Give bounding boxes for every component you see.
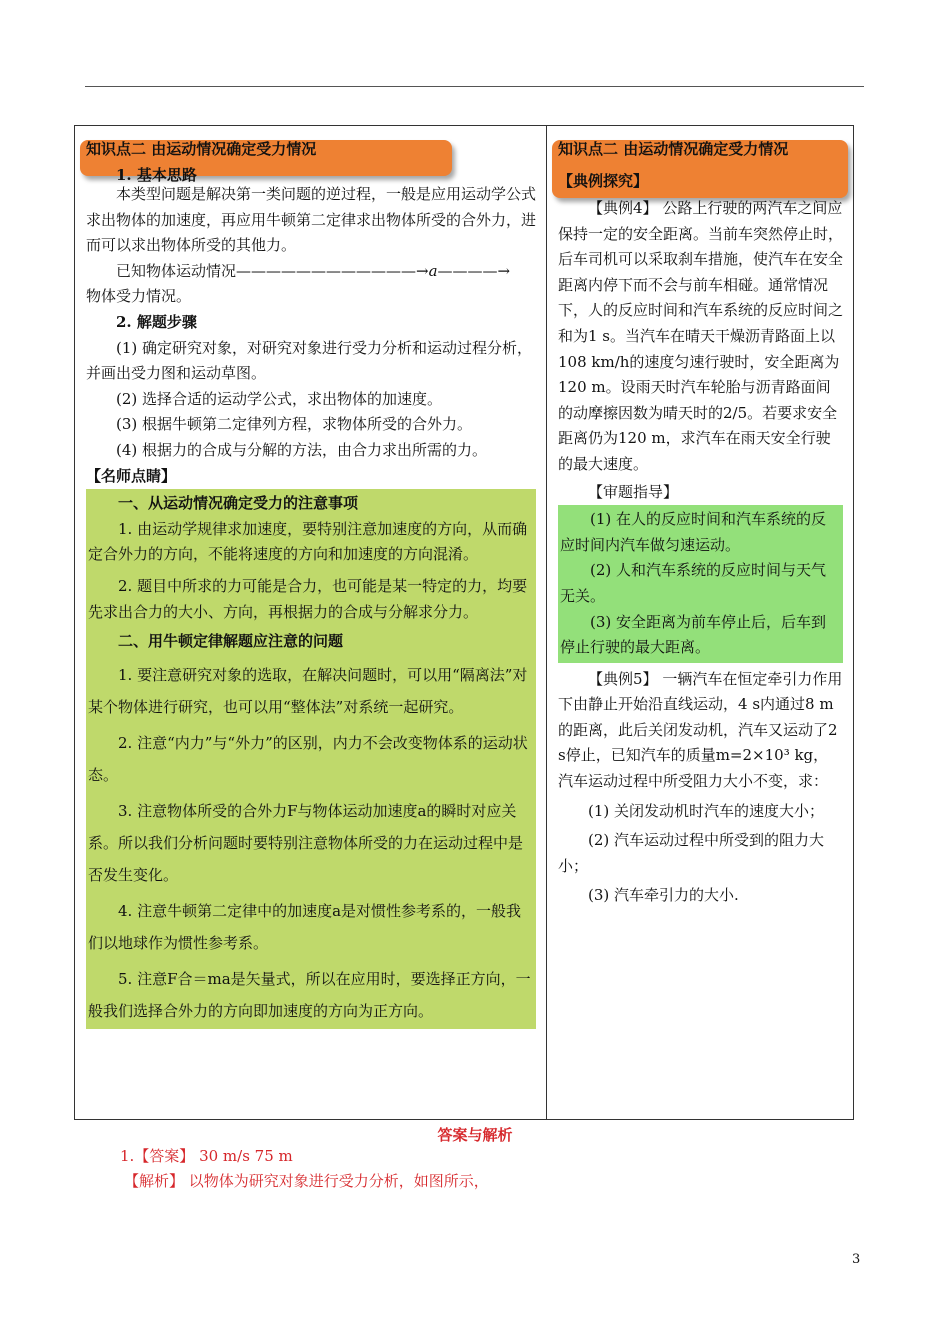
section-2-item: 1. 要注意研究对象的选取，在解决问题时，可以用“隔离法”对某个物体进行研究，也可以用“整体法”对系统一起研究。 <box>88 665 528 716</box>
guide-block <box>558 505 843 663</box>
answers-heading: 答案与解析 <box>437 1126 513 1144</box>
right-column <box>558 136 843 909</box>
guide-item: (1) 在人的反应时间和汽车系统的反应时间内汽车做匀速运动。 <box>560 510 827 554</box>
step-item: (4) 根据力的合成与分解的方法，由合力求出所需的力。 <box>116 440 488 459</box>
left-column <box>86 136 536 1029</box>
step-item: (1) 确定研究对象，对研究对象进行受力分析和运动过程分析，并画出受力图和运动草图。 <box>86 338 533 383</box>
example-5 <box>558 667 843 795</box>
section-2-item: 2. 注意“内力”与“外力”的区别，内力不会改变物体系的运动状态。 <box>88 733 528 784</box>
guide-item: (3) 安全距离为前车停止后，后车到停止行驶的最大距离。 <box>560 612 827 657</box>
example-5-item: (3) 汽车牵引力的大小. <box>588 886 739 905</box>
steps-heading: 2. 解题步骤 <box>116 312 197 331</box>
tips-block <box>86 489 536 1029</box>
column-divider <box>546 125 547 1120</box>
step-item: (3) 根据牛顿第二定律列方程，求物体所受的合外力。 <box>116 415 473 434</box>
section-1-item: 2. 题目中所求的力可能是合力，也可能是某一特定的力，均要先求出合力的大小、方向，再根据力的合成与分解求分力。 <box>88 576 528 621</box>
flow-line <box>86 259 536 285</box>
section-1-heading: 一、从运动情况确定受力的注意事项 <box>118 494 359 513</box>
flow-start: 已知物体运动情况 <box>116 261 237 280</box>
flow-end: 物体受力情况。 <box>86 287 192 306</box>
guide-heading: 【审题指导】 <box>588 482 679 501</box>
step-item: (2) 选择合适的运动学公式，求出物体的加速度。 <box>116 389 443 408</box>
example-5-text: 一辆汽车在恒定牵引力作用下由静止开始沿直线运动，4 s内通过8 m的距离，此后关闭发动机，汽车又运动了2 s停止，已知汽车的质量m=2×10³ kg，汽车运动过程中所受阻力大小不变，求： <box>558 669 843 791</box>
basic-idea-text: 本类型问题是解决第一类问题的逆过程，一般是应用运动学公式求出物体的加速度，再应用牛顿第二定律求出物体所受的合外力，进而可以求出物体所受的其他力。 <box>86 185 537 255</box>
section-2-heading: 二、用牛顿定律解题应注意的问题 <box>118 632 344 651</box>
section-2-item: 5. 注意F合＝ma是矢量式，所以在应用时，要选择正方向，一般我们选择合外力的方向即加速度的方向为正方向。 <box>88 969 531 1020</box>
section-2-item: 3. 注意物体所受的合外力F与物体运动加速度a的瞬时对应关系。所以我们分析问题时要特别注意物体所受的力在运动过程中是否发生变化。 <box>88 801 524 884</box>
flow-variable: a <box>428 261 438 280</box>
example-4-text: 公路上行驶的两汽车之间应保持一定的安全距离。当前车突然停止时，后车司机可以采取刹车措施，使汽车在安全距离内停下而不会与前车相碰。通常情况下，人的反应时间和汽车系统的反应时间之和为1 s。当汽车在晴天干燥沥青路面上以108 km/h的速度匀速行驶时，安全距离为120 m。设雨天时汽车轮胎与沥青路面间的动摩擦因数为晴天时的2/5。若要求安全距离仍为120 m，求汽车在雨天安全行驶的最大速度。 <box>558 199 844 473</box>
flow-arrow-1: ————————————→ <box>236 261 429 280</box>
section-2-item: 4. 注意牛顿第二定律中的加速度a是对惯性参考系的，一般我们以地球作为惯性参考系。 <box>88 901 522 952</box>
flow-arrow-2: ————→ <box>437 261 511 280</box>
tips-heading: 【名师点睛】 <box>86 466 177 485</box>
guide-item: (2) 人和汽车系统的反应时间与天气无关。 <box>560 561 827 605</box>
basic-idea-heading: 1. 基本思路 <box>116 166 197 184</box>
example-5-item: (2) 汽车运动过程中所受到的阻力大小； <box>558 831 825 875</box>
left-banner <box>86 136 536 184</box>
example-5-item: (1) 关闭发动机时汽车的速度大小； <box>588 801 825 820</box>
left-banner-title: 知识点二 由运动情况确定受力情况 <box>86 140 317 158</box>
example-4-label: 【典例4】 <box>588 199 658 217</box>
right-banner <box>558 136 843 190</box>
right-banner-title: 知识点二 由运动情况确定受力情况 <box>558 140 789 158</box>
explore-heading: 【典例探究】 <box>558 172 649 190</box>
analysis-line: 【解析】 以物体为研究对象进行受力分析，如图所示， <box>124 1172 489 1190</box>
example-4 <box>558 196 843 478</box>
section-1-item: 1. 由运动学规律求加速度，要特别注意加速度的方向，从而确定合外力的方向，不能将速度的方向和加速度的方向混淆。 <box>88 519 528 564</box>
answer-line: 1.【答案】 30 m/s 75 m <box>120 1147 293 1165</box>
example-5-label: 【典例5】 <box>588 669 658 688</box>
header-rule <box>85 86 864 87</box>
page-number: 3 <box>852 1252 861 1267</box>
